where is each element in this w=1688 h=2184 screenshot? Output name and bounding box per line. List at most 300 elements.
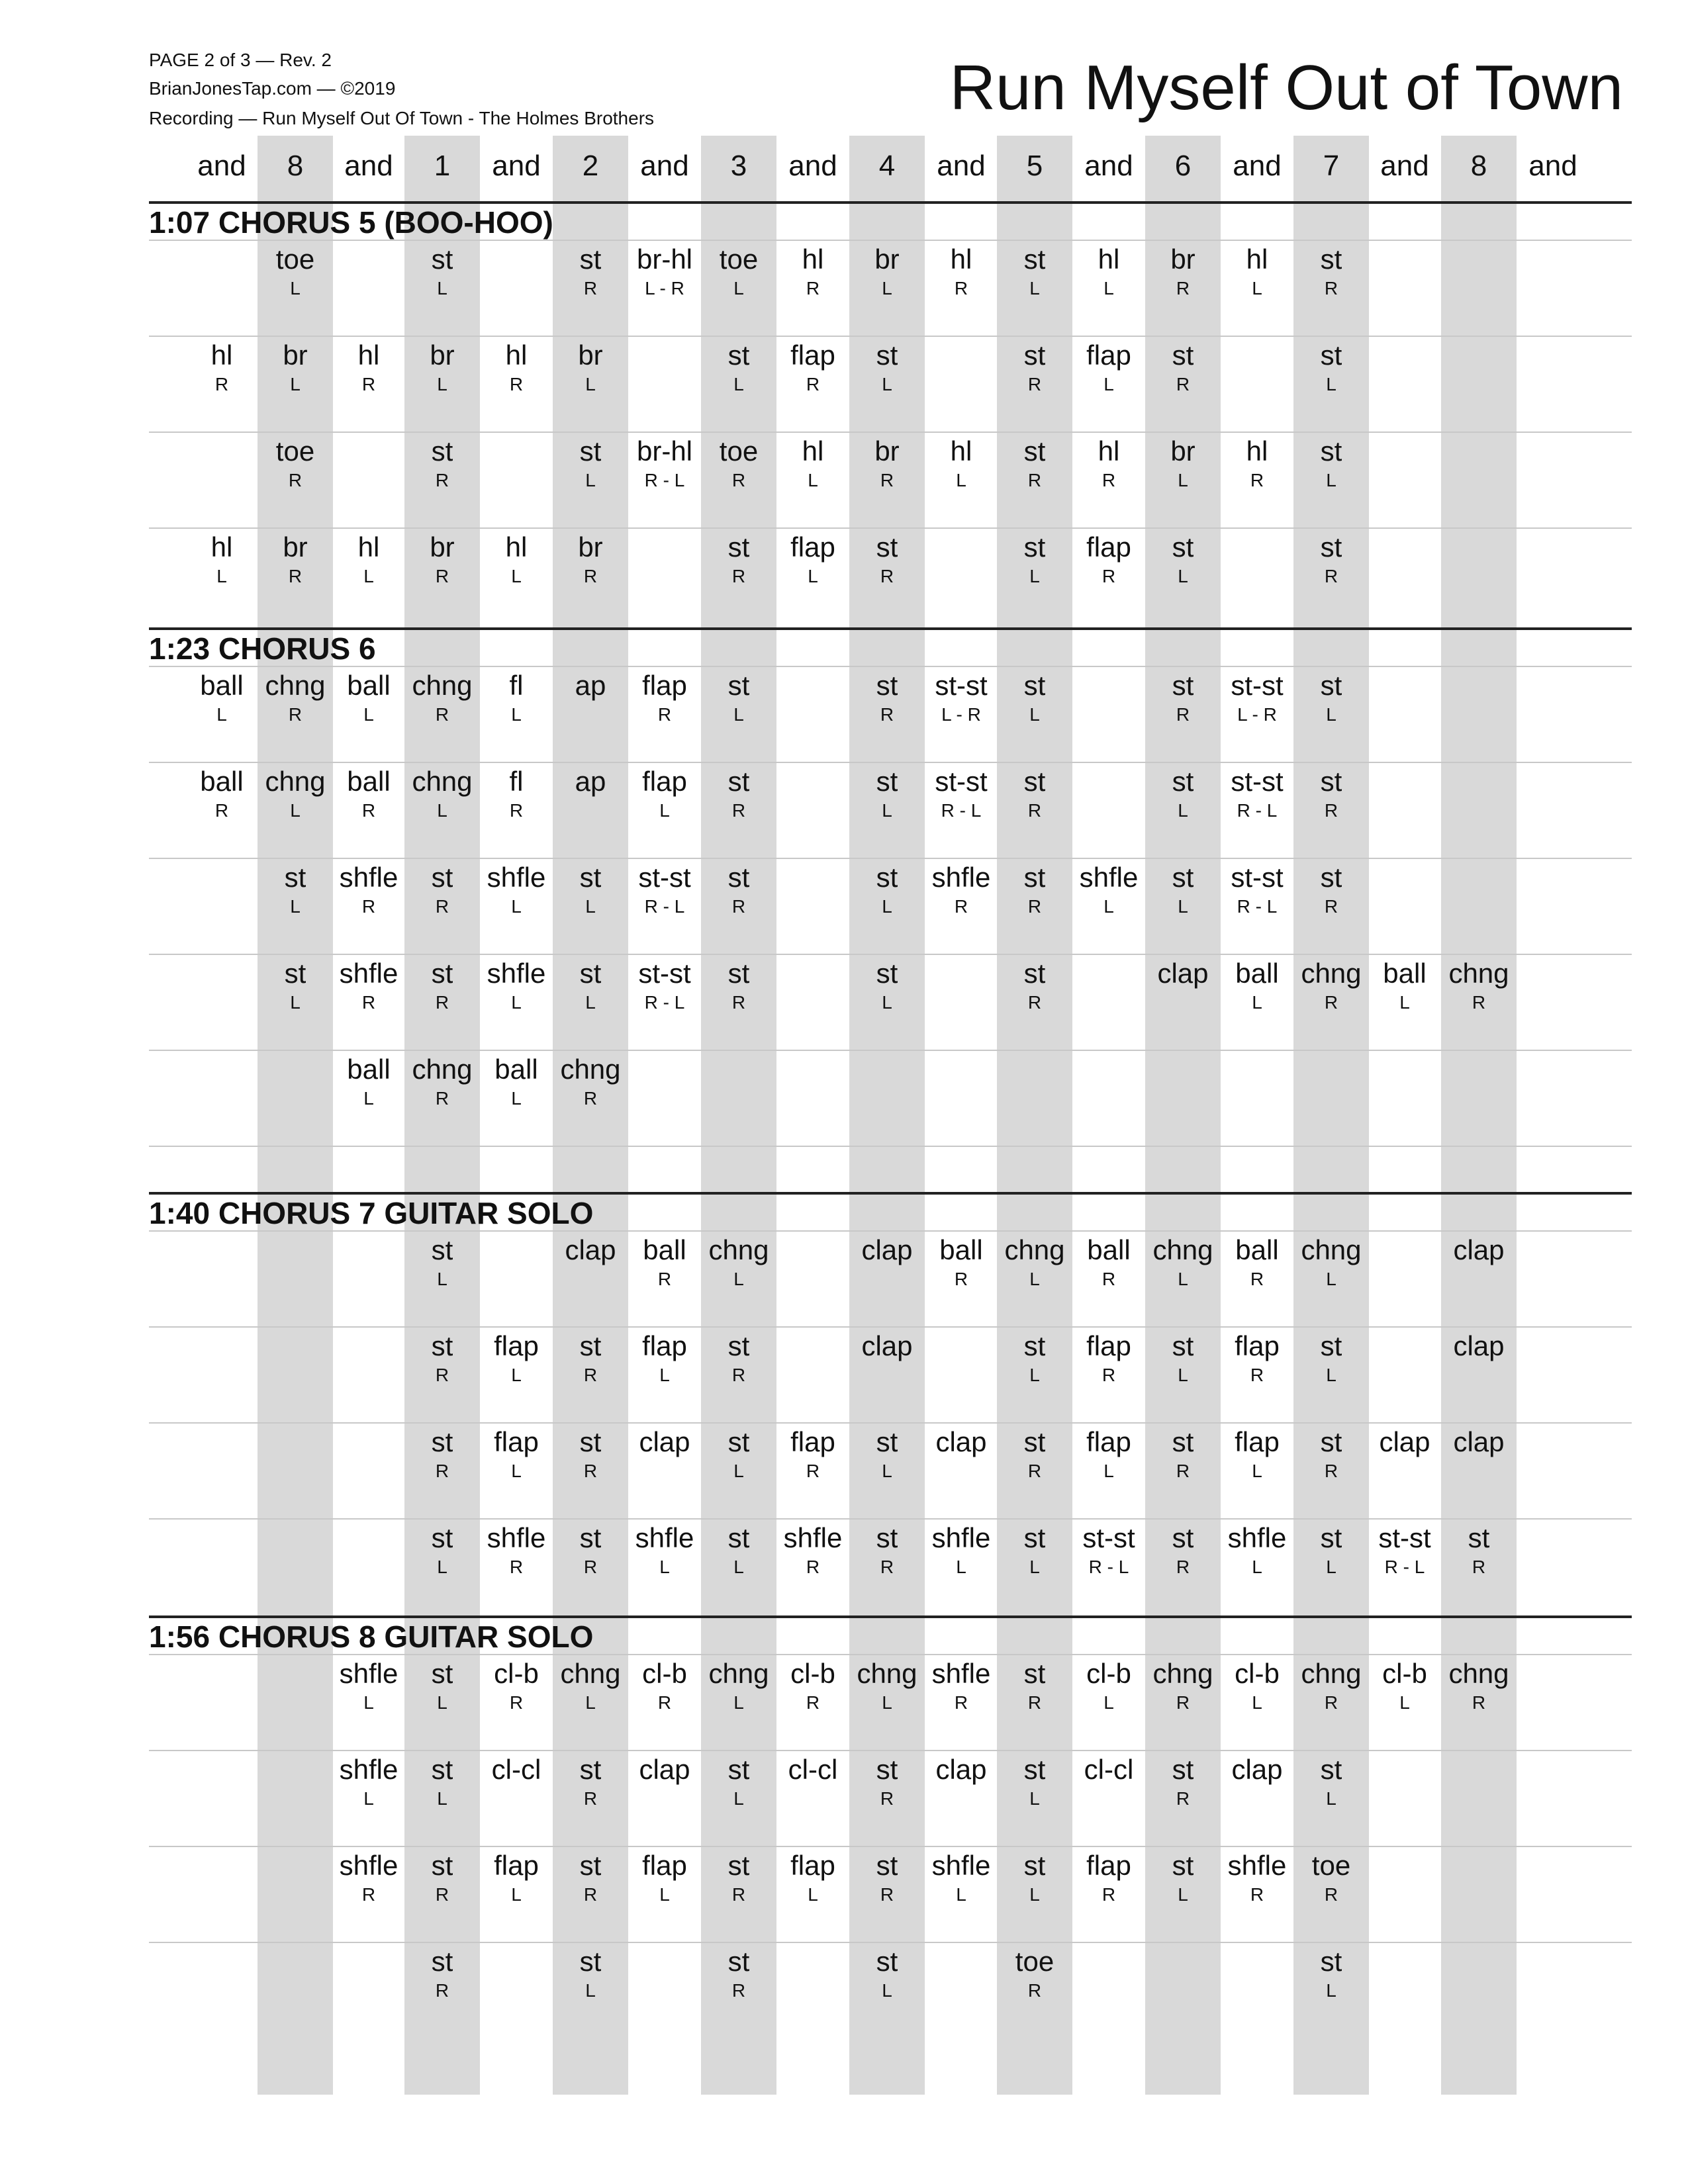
- step-name: shfle: [487, 1522, 546, 1553]
- step-cell: [1219, 1657, 1295, 1715]
- step-cell: [849, 1752, 925, 1811]
- step-name: st: [876, 340, 898, 371]
- step-name: cl-cl: [788, 1754, 838, 1785]
- foot-indicator: R: [1324, 992, 1338, 1013]
- step-cell: [258, 668, 333, 727]
- shaded-column: [1441, 136, 1517, 2095]
- step-cell: [331, 668, 406, 727]
- step-cell: [1367, 1521, 1442, 1579]
- foot-indicator: R: [435, 1980, 449, 2001]
- foot-indicator: R: [214, 800, 229, 821]
- step-cell: [1145, 764, 1221, 823]
- step-cell: [1145, 668, 1221, 727]
- step-name: st-st: [935, 670, 988, 701]
- step-cell: [923, 1657, 999, 1715]
- step-name: st: [727, 862, 750, 893]
- foot-indicator: L: [1399, 992, 1410, 1013]
- step-cell: [701, 1657, 776, 1715]
- foot-indicator: R: [583, 1557, 598, 1577]
- step-cell: [184, 530, 259, 588]
- step-cell: [849, 1233, 925, 1267]
- step-name: clap: [1453, 1426, 1505, 1457]
- step-name: st: [1320, 244, 1342, 275]
- step-cell: [404, 1521, 480, 1579]
- row-divider: [149, 1518, 1632, 1520]
- step-cell: [404, 1848, 480, 1907]
- step-cell: [1219, 764, 1295, 823]
- foot-indicator: R: [361, 374, 376, 394]
- step-name: st: [876, 1850, 898, 1881]
- step-cell: [627, 1848, 702, 1907]
- step-name: st: [1172, 340, 1194, 371]
- step-cell: [1293, 1425, 1369, 1483]
- step-name: shfle: [339, 1658, 399, 1689]
- step-name: chng: [265, 670, 326, 701]
- step-name: st: [876, 862, 898, 893]
- foot-indicator: L: [1326, 1269, 1336, 1289]
- step-name: st: [1172, 1522, 1194, 1553]
- step-cell: [627, 860, 702, 919]
- step-name: st: [431, 244, 453, 275]
- step-cell: [1219, 434, 1295, 492]
- row-divider: [149, 1654, 1632, 1655]
- step-name: flap: [1086, 531, 1131, 563]
- site-link[interactable]: BrianJonesTap.com: [149, 78, 312, 99]
- step-name: cl-b: [494, 1658, 539, 1689]
- step-cell: [479, 530, 554, 588]
- step-cell: [258, 860, 333, 919]
- foot-indicator: L: [659, 1557, 670, 1577]
- foot-indicator: L: [1178, 566, 1188, 586]
- step-name: st: [727, 1754, 750, 1785]
- row-divider: [149, 1846, 1632, 1847]
- step-name: clap: [565, 1234, 616, 1265]
- step-cell: [627, 1521, 702, 1579]
- step-name: st: [1320, 531, 1342, 563]
- count-label: and: [1380, 150, 1429, 182]
- step-name: st-st: [638, 958, 691, 989]
- count-label: and: [788, 150, 837, 182]
- step-name: toe: [275, 435, 315, 467]
- foot-indicator: R: [1324, 1461, 1338, 1481]
- foot-indicator: R: [1176, 374, 1190, 394]
- foot-indicator: L: [1029, 1365, 1040, 1385]
- foot-indicator: R: [1250, 1365, 1264, 1385]
- step-name: st: [876, 1426, 898, 1457]
- foot-indicator: L: [290, 896, 301, 917]
- step-name: st: [579, 1426, 602, 1457]
- foot-indicator: R: [731, 470, 746, 490]
- step-name: clap: [639, 1754, 690, 1785]
- step-name: flap: [642, 670, 687, 701]
- foot-indicator: L: [882, 992, 892, 1013]
- step-cell: [331, 764, 406, 823]
- foot-indicator: L: [1103, 1461, 1114, 1481]
- step-name: st: [1023, 244, 1046, 275]
- step-name: hl: [1246, 435, 1268, 467]
- step-cell: [997, 1752, 1072, 1811]
- step-name: st: [431, 1330, 453, 1361]
- step-name: st: [876, 670, 898, 701]
- step-cell: [1219, 668, 1295, 727]
- step-cell: [1071, 434, 1147, 492]
- step-name: st: [579, 958, 602, 989]
- step-name: st: [431, 1850, 453, 1881]
- step-name: st: [1172, 862, 1194, 893]
- step-name: flap: [494, 1426, 539, 1457]
- step-cell: [997, 1657, 1072, 1715]
- foot-indicator: R: [1324, 566, 1338, 586]
- foot-indicator: R: [1176, 1692, 1190, 1713]
- step-cell: [1219, 1848, 1295, 1907]
- step-name: cl-b: [1086, 1658, 1131, 1689]
- step-name: st: [579, 1754, 602, 1785]
- row-divider: [149, 240, 1632, 241]
- step-cell: [479, 1425, 554, 1483]
- step-name: st: [431, 435, 453, 467]
- step-cell: [627, 434, 702, 492]
- foot-indicator: R: [1176, 1788, 1190, 1809]
- step-cell: [1293, 1521, 1369, 1579]
- foot-indicator: L: [363, 566, 374, 586]
- step-cell: [701, 1521, 776, 1579]
- foot-indicator: R: [1176, 1557, 1190, 1577]
- step-cell: [997, 1848, 1072, 1907]
- step-cell: [849, 1848, 925, 1907]
- foot-indicator: R: [509, 374, 524, 394]
- step-name: st: [1172, 670, 1194, 701]
- step-name: st: [579, 1522, 602, 1553]
- step-cell: [1293, 668, 1369, 727]
- step-name: st: [284, 862, 306, 893]
- step-cell: [997, 1233, 1072, 1291]
- row-divider: [149, 1146, 1632, 1147]
- foot-indicator: L: [290, 278, 301, 298]
- step-cell: [1219, 956, 1295, 1015]
- step-name: clap: [1379, 1426, 1430, 1457]
- step-name: shfle: [1079, 862, 1139, 893]
- step-name: st: [1468, 1522, 1490, 1553]
- step-cell: [923, 1521, 999, 1579]
- step-cell: [404, 1233, 480, 1291]
- step-cell: [1145, 1425, 1221, 1483]
- foot-indicator: R - L: [941, 800, 982, 821]
- foot-indicator: R: [509, 800, 524, 821]
- foot-indicator: L: [1399, 1692, 1410, 1713]
- step-name: st: [876, 766, 898, 797]
- step-cell: [404, 764, 480, 823]
- step-cell: [331, 1752, 406, 1811]
- count-label: and: [197, 150, 246, 182]
- foot-indicator: L: [437, 1557, 447, 1577]
- step-cell: [1071, 1233, 1147, 1291]
- step-cell: [258, 338, 333, 396]
- step-cell: [1293, 860, 1369, 919]
- step-cell: [997, 668, 1072, 727]
- step-name: br: [430, 340, 455, 371]
- page-number: PAGE 2 of 3 — Rev. 2: [149, 50, 332, 70]
- foot-indicator: L: [1252, 278, 1262, 298]
- section-divider: [149, 1192, 1632, 1195]
- foot-indicator: R - L: [644, 896, 685, 917]
- step-name: hl: [211, 340, 233, 371]
- count-label: 1: [434, 150, 451, 182]
- step-cell: [775, 434, 851, 492]
- foot-indicator: R: [1250, 1269, 1264, 1289]
- step-name: st-st: [935, 766, 988, 797]
- shaded-column: [258, 136, 333, 2095]
- foot-indicator: R: [509, 1692, 524, 1713]
- step-cell: [997, 860, 1072, 919]
- foot-indicator: L: [1103, 896, 1114, 917]
- foot-indicator: R: [583, 278, 598, 298]
- foot-indicator: R: [1324, 896, 1338, 917]
- step-name: st: [727, 531, 750, 563]
- step-cell: [1145, 956, 1221, 991]
- step-name: ball: [1383, 958, 1427, 989]
- count-label: 6: [1174, 150, 1192, 182]
- foot-indicator: L: [1178, 470, 1188, 490]
- count-label: and: [640, 150, 689, 182]
- foot-indicator: L: [956, 1557, 966, 1577]
- foot-indicator: R: [361, 1884, 376, 1905]
- foot-indicator: L: [1326, 1980, 1336, 2001]
- step-cell: [997, 1329, 1072, 1387]
- step-name: clap: [935, 1426, 987, 1457]
- step-name: ball: [200, 670, 244, 701]
- step-name: st: [1172, 531, 1194, 563]
- step-cell: [775, 1848, 851, 1907]
- step-cell: [331, 1657, 406, 1715]
- foot-indicator: R: [1324, 1884, 1338, 1905]
- step-name: st: [1320, 1946, 1342, 1977]
- step-name: cl-b: [790, 1658, 835, 1689]
- step-cell: [184, 668, 259, 727]
- foot-indicator: L: [1326, 1557, 1336, 1577]
- foot-indicator: R: [731, 1884, 746, 1905]
- foot-indicator: R: [1472, 1692, 1486, 1713]
- count-label: and: [492, 150, 541, 182]
- step-name: br: [874, 244, 900, 275]
- step-cell: [627, 1752, 702, 1787]
- step-cell: [627, 1657, 702, 1715]
- step-cell: [404, 1425, 480, 1483]
- step-cell: [701, 530, 776, 588]
- step-name: st: [431, 862, 453, 893]
- foot-indicator: R: [361, 896, 376, 917]
- foot-indicator: R: [435, 470, 449, 490]
- foot-indicator: L: [1326, 704, 1336, 725]
- step-name: clap: [935, 1754, 987, 1785]
- foot-indicator: L: [1103, 278, 1114, 298]
- foot-indicator: R - L: [644, 470, 685, 490]
- step-name: toe: [719, 435, 759, 467]
- step-cell: [1367, 1657, 1442, 1715]
- step-name: st: [1023, 1522, 1046, 1553]
- foot-indicator: R: [435, 1461, 449, 1481]
- foot-indicator: L: [437, 800, 447, 821]
- step-cell: [1441, 1657, 1517, 1715]
- step-name: clap: [1231, 1754, 1283, 1785]
- foot-indicator: L: [733, 704, 744, 725]
- step-cell: [553, 1425, 628, 1483]
- foot-indicator: R: [1027, 374, 1042, 394]
- foot-indicator: L: [511, 1088, 522, 1109]
- step-name: ball: [643, 1234, 686, 1265]
- step-cell: [849, 1944, 925, 2003]
- foot-indicator: R: [731, 800, 746, 821]
- step-name: clap: [1453, 1234, 1505, 1265]
- step-cell: [1441, 1425, 1517, 1459]
- count-label: 3: [730, 150, 747, 182]
- foot-indicator: R: [1176, 278, 1190, 298]
- step-name: clap: [1453, 1330, 1505, 1361]
- step-cell: [627, 1329, 702, 1387]
- foot-indicator: L: [437, 1692, 447, 1713]
- step-name: st: [431, 1754, 453, 1785]
- step-cell: [331, 530, 406, 588]
- step-cell: [553, 1521, 628, 1579]
- foot-indicator: R: [1027, 800, 1042, 821]
- foot-indicator: L: [1029, 566, 1040, 586]
- step-cell: [258, 956, 333, 1015]
- step-name: st: [431, 1946, 453, 1977]
- step-name: chng: [708, 1658, 769, 1689]
- step-cell: [553, 338, 628, 396]
- section-title: 1:40 CHORUS 7 GUITAR SOLO: [149, 1196, 594, 1230]
- step-cell: [997, 1521, 1072, 1579]
- step-cell: [258, 434, 333, 492]
- row-divider: [149, 762, 1632, 763]
- foot-indicator: L: [1178, 1884, 1188, 1905]
- step-cell: [923, 764, 999, 823]
- step-name: st: [727, 1522, 750, 1553]
- step-cell: [1219, 1425, 1295, 1483]
- step-name: fl: [509, 766, 524, 797]
- step-name: st: [876, 1946, 898, 1977]
- step-cell: [404, 1657, 480, 1715]
- step-cell: [701, 764, 776, 823]
- step-name: hl: [357, 340, 380, 371]
- step-cell: [1367, 1425, 1442, 1459]
- step-name: st: [727, 1946, 750, 1977]
- step-name: br-hl: [636, 435, 693, 467]
- foot-indicator: L: [290, 374, 301, 394]
- step-name: st: [1320, 1754, 1342, 1785]
- step-name: ball: [347, 766, 391, 797]
- step-cell: [1071, 1425, 1147, 1483]
- step-cell: [1293, 1752, 1369, 1811]
- step-cell: [997, 764, 1072, 823]
- foot-indicator: R: [1027, 992, 1042, 1013]
- foot-indicator: L: [1029, 704, 1040, 725]
- step-name: clap: [861, 1330, 913, 1361]
- step-name: shfle: [931, 1850, 991, 1881]
- foot-indicator: R: [880, 704, 894, 725]
- step-name: chng: [560, 1054, 621, 1085]
- foot-indicator: L: [511, 896, 522, 917]
- step-cell: [404, 434, 480, 492]
- foot-indicator: L: [290, 992, 301, 1013]
- foot-indicator: L: [1326, 1788, 1336, 1809]
- step-cell: [1219, 1329, 1295, 1387]
- step-cell: [923, 860, 999, 919]
- step-name: st: [727, 340, 750, 371]
- foot-indicator: L: [882, 1980, 892, 2001]
- foot-indicator: L: [882, 1461, 892, 1481]
- foot-indicator: L: [1252, 1557, 1262, 1577]
- step-name: st: [579, 1330, 602, 1361]
- foot-indicator: L: [1252, 1461, 1262, 1481]
- step-cell: [997, 242, 1072, 300]
- row-divider: [149, 666, 1632, 667]
- step-cell: [479, 1521, 554, 1579]
- foot-indicator: L: [733, 1692, 744, 1713]
- foot-indicator: L - R: [941, 704, 981, 725]
- step-name: chng: [412, 670, 473, 701]
- step-name: toe: [719, 244, 759, 275]
- step-name: hl: [1246, 244, 1268, 275]
- step-cell: [1145, 1329, 1221, 1387]
- step-cell: [701, 1233, 776, 1291]
- step-name: chng: [412, 766, 473, 797]
- step-name: st: [1320, 766, 1342, 797]
- foot-indicator: R: [954, 1692, 968, 1713]
- foot-indicator: R: [509, 1557, 524, 1577]
- step-name: chng: [1301, 1658, 1362, 1689]
- foot-indicator: R: [435, 566, 449, 586]
- step-cell: [997, 530, 1072, 588]
- step-cell: [1145, 860, 1221, 919]
- step-name: shfle: [1227, 1522, 1287, 1553]
- step-name: cl-cl: [1084, 1754, 1134, 1785]
- foot-indicator: L: [733, 1788, 744, 1809]
- step-name: flap: [1235, 1426, 1280, 1457]
- step-name: st: [727, 1426, 750, 1457]
- foot-indicator: R: [1027, 1692, 1042, 1713]
- section-title: 1:07 CHORUS 5 (BOO-HOO): [149, 205, 553, 240]
- step-cell: [553, 956, 628, 1015]
- foot-indicator: R: [361, 992, 376, 1013]
- step-cell: [849, 956, 925, 1015]
- step-cell: [184, 338, 259, 396]
- step-name: chng: [857, 1658, 917, 1689]
- row-divider: [149, 1942, 1632, 1943]
- step-name: hl: [950, 435, 972, 467]
- step-cell: [553, 530, 628, 588]
- count-label: and: [1528, 150, 1577, 182]
- step-cell: [849, 1657, 925, 1715]
- step-name: st: [876, 531, 898, 563]
- foot-indicator: L: [437, 1269, 447, 1289]
- step-name: hl: [1098, 244, 1120, 275]
- count-label: 7: [1323, 150, 1340, 182]
- foot-indicator: R: [435, 1365, 449, 1385]
- step-cell: [775, 242, 851, 300]
- foot-indicator: L: [659, 1884, 670, 1905]
- step-name: br: [430, 531, 455, 563]
- foot-indicator: R: [731, 1365, 746, 1385]
- step-cell: [701, 668, 776, 727]
- foot-indicator: L: [1326, 1365, 1336, 1385]
- step-cell: [1071, 1329, 1147, 1387]
- foot-indicator: L: [216, 704, 227, 725]
- foot-indicator: R: [1176, 704, 1190, 725]
- step-cell: [849, 764, 925, 823]
- step-name: st: [727, 1330, 750, 1361]
- step-name: st-st: [1231, 862, 1284, 893]
- step-name: cl-cl: [491, 1754, 541, 1785]
